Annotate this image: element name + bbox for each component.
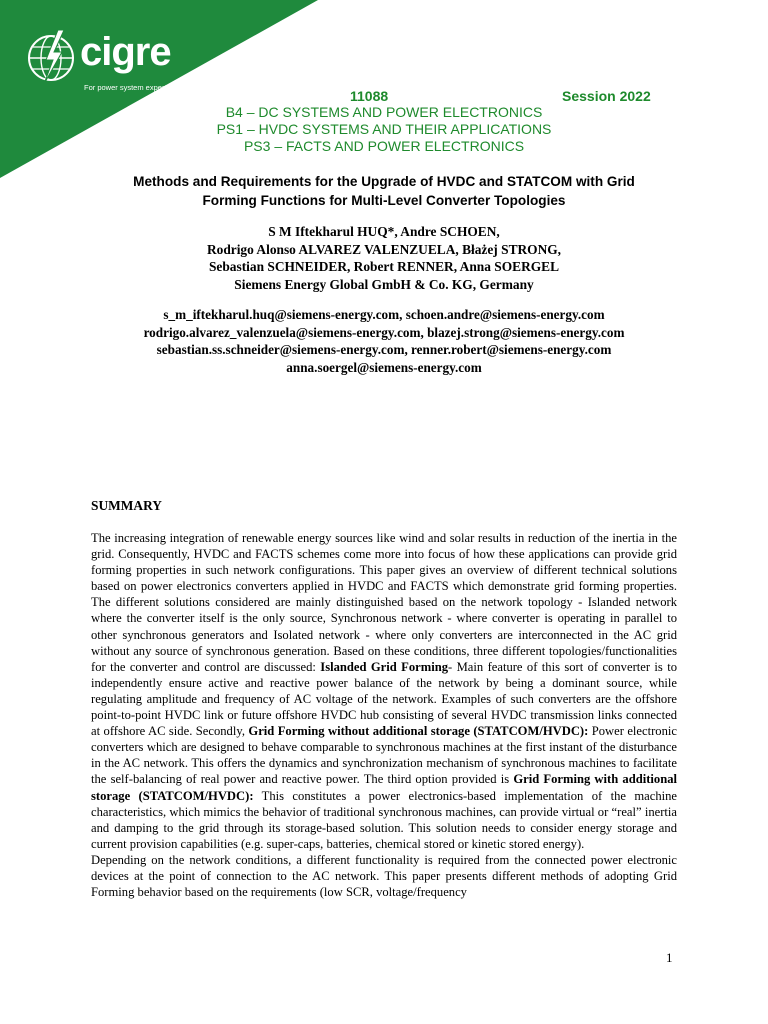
summary-heading: SUMMARY [91, 498, 162, 513]
author-block [40, 223, 728, 293]
title-line: Methods and Requirements for the Upgrade of HVDC and STATCOM with Grid [133, 174, 635, 189]
study-committees [0, 104, 768, 155]
summary-body [91, 530, 677, 900]
email-block [30, 306, 738, 376]
text-run: - Main feature of this sort of converter is to independently ensure active and reactive power balance of the network by being a dominant source, while regulating amplitude and frequency of AC voltage of the network. Examples of such converters are the offshore point-to-point HVDC link or future offshore HVDC hub consisting of several HVDC transmission links connected at offshore AC side. Secondly, [91, 659, 678, 739]
email-line: anna.soergel@siemens-energy.com [286, 359, 482, 375]
study-committee-b4: B4 – DC SYSTEMS AND POWER ELECTRONICS [225, 104, 543, 120]
summary-paragraph-1 [91, 530, 677, 852]
page-number: 1 [666, 950, 673, 965]
paper-title [40, 172, 728, 210]
study-committee-ps1: PS1 – HVDC SYSTEMS AND THEIR APPLICATIONS [216, 121, 552, 137]
study-committee-ps3: PS3 – FACTS AND POWER ELECTRONICS [243, 138, 525, 154]
author-line: S M Iftekharul HUQ*, Andre SCHOEN, [268, 224, 500, 239]
title-line: Forming Functions for Multi-Level Converter Topologies [202, 193, 566, 208]
email-line: sebastian.ss.schneider@siemens-energy.com, renner.robert@siemens-energy.com [156, 342, 612, 357]
session-label: Session 2022 [562, 88, 651, 104]
text-run-bold: Grid Forming with additional storage (STATCOM/HVDC): [91, 772, 677, 803]
logo-tagline: For power system expertise [84, 83, 177, 92]
author-line: Sebastian SCHNEIDER, Robert RENNER, Anna SOERGEL [208, 259, 560, 274]
text-run: The increasing integration of renewable energy sources like wind and solar results in reduction of the inertia in the grid. Consequently, HVDC and FACTS schemes come more into focus of how these applications can provide grid forming properties in such network configurations. This paper gives an overview of different technical solutions based on power electronics converters applied in HVDC and FACTS which demonstrate grid forming properties. The different solutions considered are mainly distinguished based on the network topology - Islanded network where the converter itself is the only source, Synchronous network - where converter is operating in parallel to other synchronous generators and Isolated network - where only converters are interconnected in the AC grid without any source of synchronous generation. Based on these conditions, three different topologies/functionalities for the converter and control are discussed: [91, 531, 677, 674]
text-run: This constitutes a power electronics-based implementation of the machine characteristics, which mimics the behavior of traditional synchronous machines, can provide virtual or “real” inertia and damping to the grid through its storage-based solution. This solution needs to consider energy storage and current provision capabilities (e.g. super-caps, batteries, chemical stored or kinetic stored energy). [91, 788, 677, 851]
globe-lightning-icon [24, 30, 78, 84]
email-line: s_m_iftekharul.huq@siemens-energy.com, schoen.andre@siemens-energy.com [163, 307, 605, 322]
text-run-bold: Islanded Grid Forming [320, 659, 449, 674]
logo-wordmark: cigre [80, 30, 171, 74]
summary-paragraph-2: Depending on the network conditions, a different functionality is required from the connected power electronic devices at the point of connection to the AC network. This paper presents different methods of adopting Grid Forming behavior based on the requirements (low SCR, voltage/frequency [91, 852, 677, 900]
cigre-logo [24, 30, 194, 94]
paper-number: 11088 [350, 88, 389, 104]
author-line: Rodrigo Alonso ALVAREZ VALENZUELA, Błażej STRONG, [206, 241, 562, 257]
email-line: rodrigo.alvarez_valenzuela@siemens-energy.com, blazej.strong@siemens-energy.com [143, 324, 625, 340]
text-run: Power electronic converters which are designed to behave comparable to synchronous machines at the first instant of the disturbance in the AC network. This offers the dynamics and synchronization mechanism of synchronous machines to facilitate the self-balancing of real power and reactive power. The third option provided is [91, 724, 677, 787]
affiliation: Siemens Energy Global GmbH & Co. KG, Germany [234, 276, 534, 292]
text-run-bold: Grid Forming without additional storage (STATCOM/HVDC): [248, 724, 589, 739]
